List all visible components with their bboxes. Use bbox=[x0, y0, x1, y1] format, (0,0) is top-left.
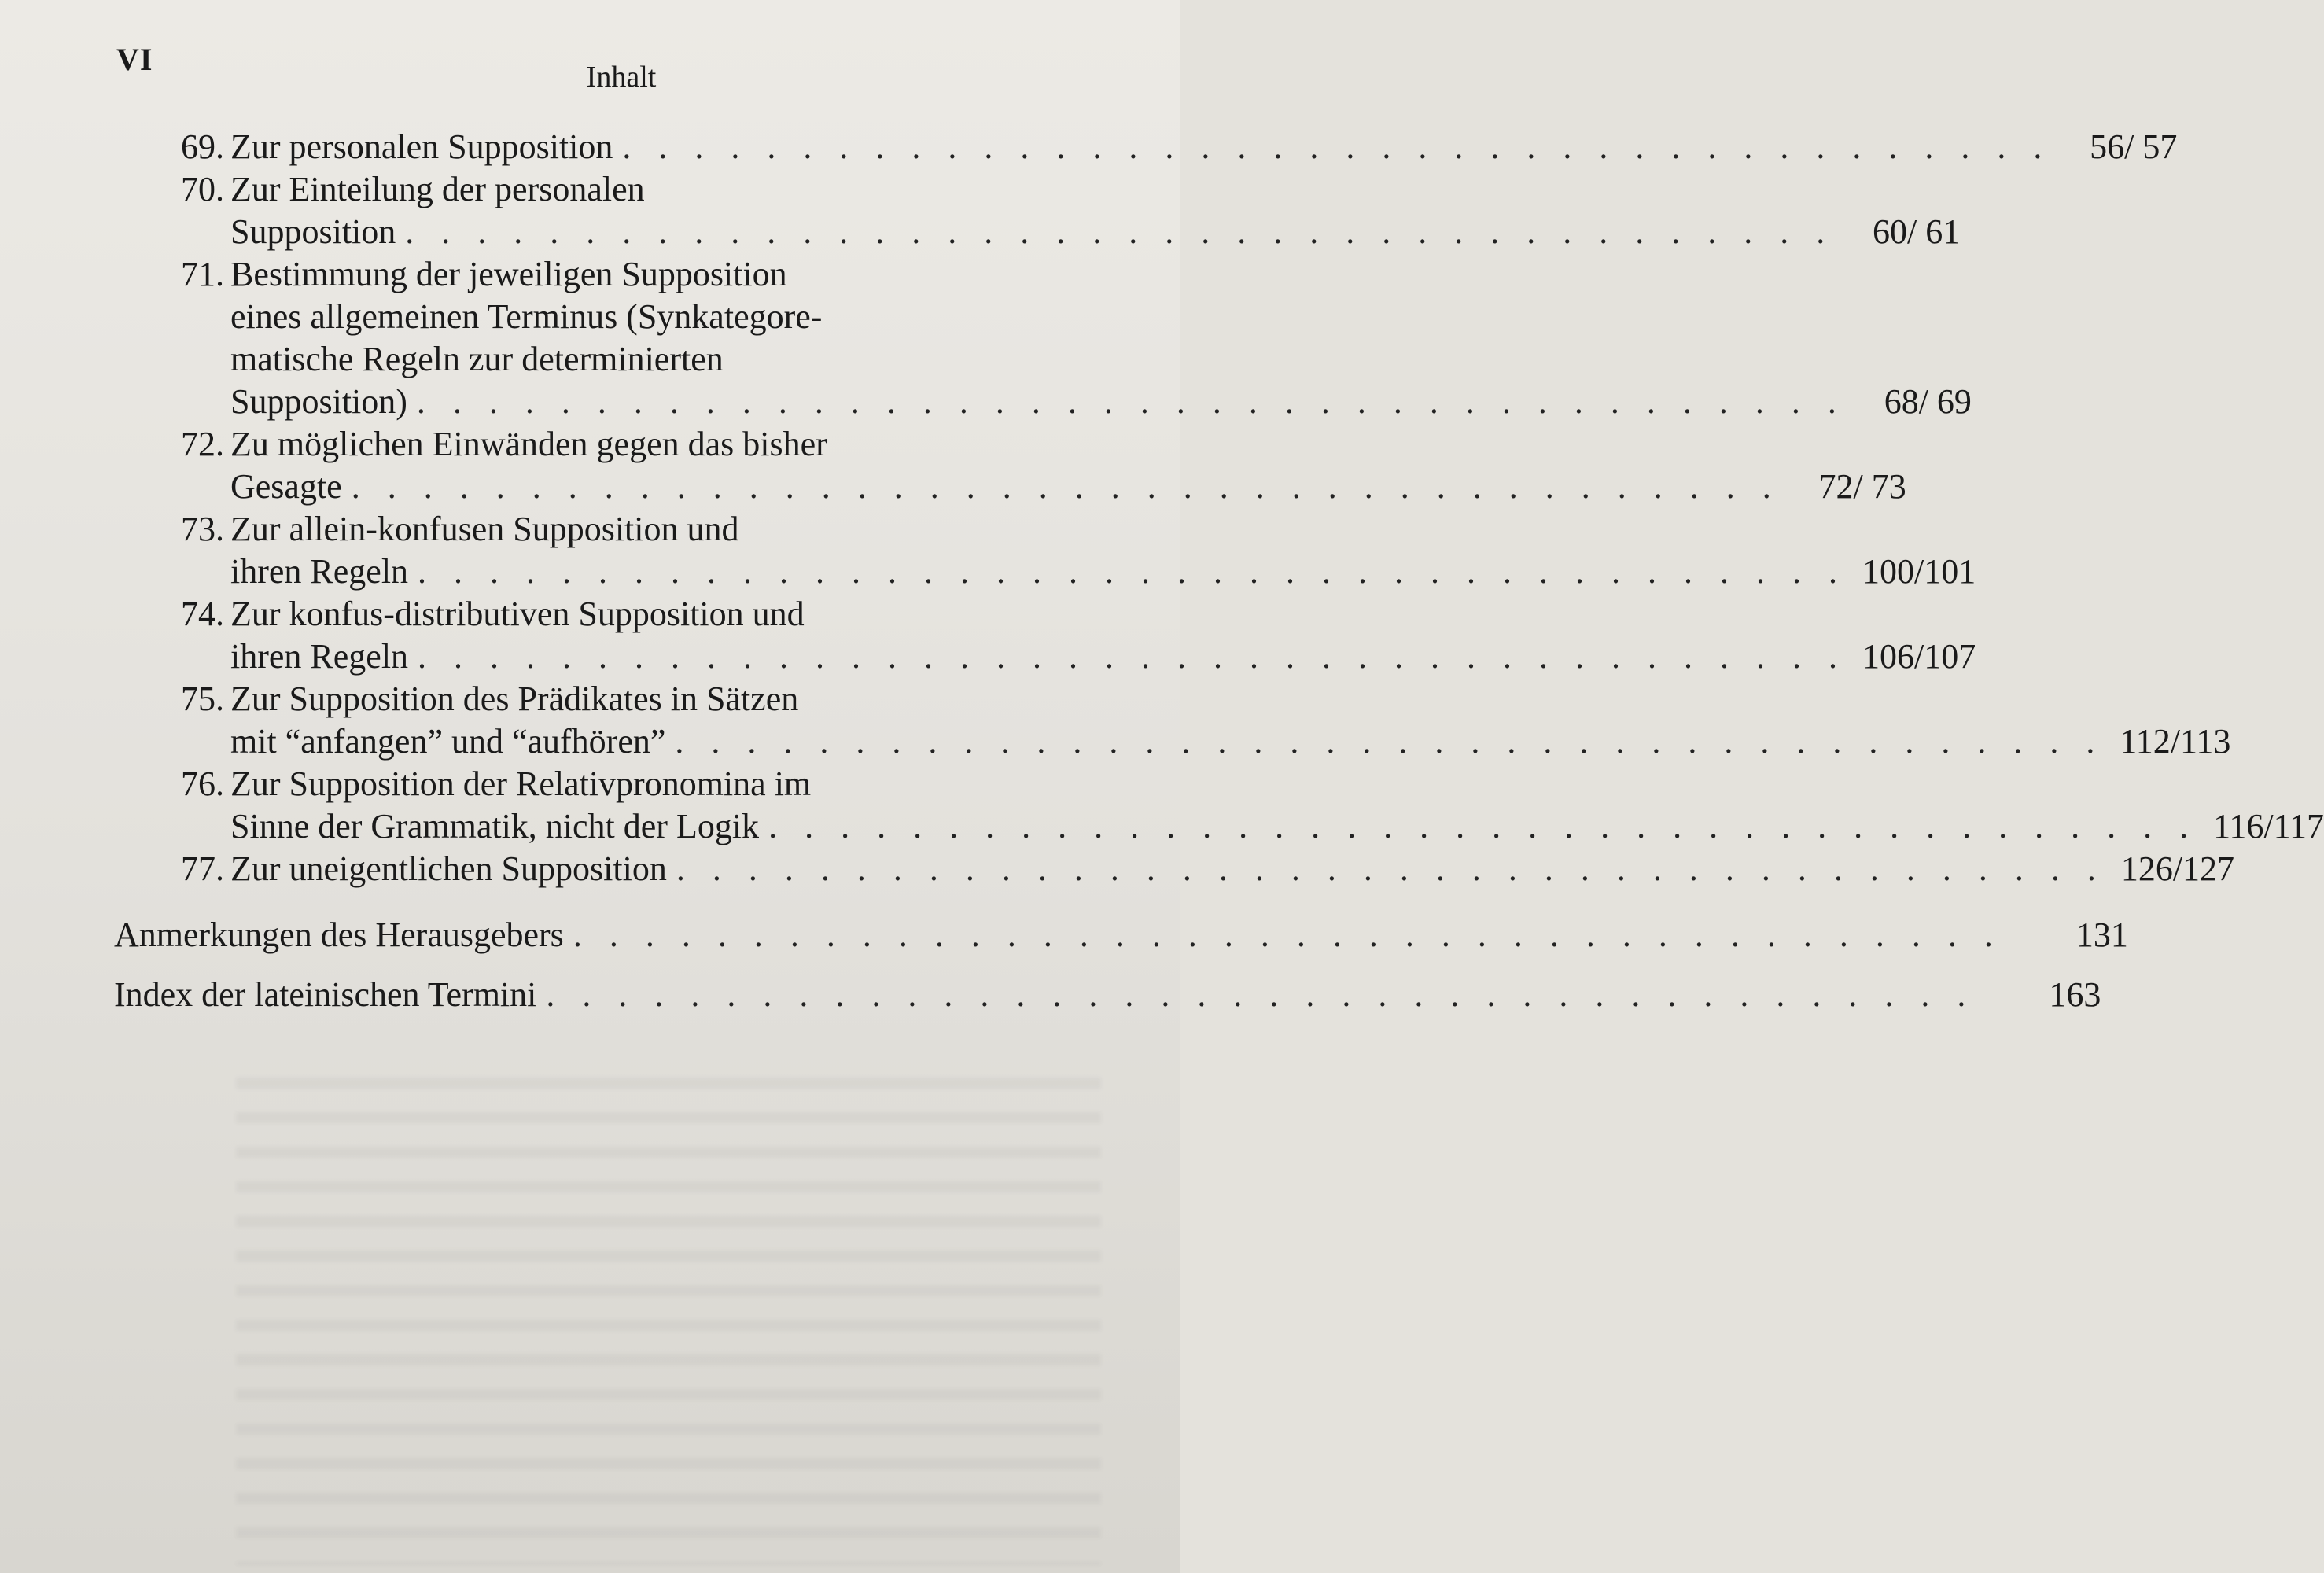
dot-leader: . . . . . . . . . . . . . . . . . . . . . . . . . . . . . . . . . . . . . . . . bbox=[622, 127, 2052, 166]
back-matter-entry bbox=[114, 914, 2128, 956]
entry-last-line bbox=[230, 848, 2235, 890]
dot-leader: . . . . . . . . . . . . . . . . . . . . . . . . . . . . . . . . . . . . . . . . bbox=[405, 212, 1835, 251]
toc-entry bbox=[114, 508, 1976, 593]
back-matter bbox=[114, 914, 2128, 1016]
entry-title-line: Zur Einteilung der personalen bbox=[230, 170, 645, 208]
toc-entry bbox=[114, 253, 1972, 423]
entry-number: 75. bbox=[181, 680, 224, 718]
entry-last-line bbox=[230, 466, 1906, 508]
toc-entry bbox=[114, 763, 2324, 848]
entry-title-line: Sinne der Grammatik, nicht der Logik bbox=[230, 807, 760, 845]
entry-last-line bbox=[230, 211, 1960, 253]
entry-page-range: 126/127 bbox=[2120, 849, 2235, 888]
entry-last-line bbox=[230, 720, 2231, 763]
entry-title-line: Gesagte bbox=[230, 467, 342, 506]
entry-title-line: Zur Supposition des Prädikates in Sätzen bbox=[230, 680, 799, 718]
toc-entry bbox=[114, 423, 1906, 508]
entry-title-line: Zur allein-konfusen Supposition und bbox=[230, 510, 739, 548]
entry-page-range: 112/113 bbox=[2120, 722, 2231, 761]
page-number: VI bbox=[116, 42, 153, 77]
dot-leader: . . . . . . . . . . . . . . . . . . . . . . . . . . . . . . . . . . . . . . . . bbox=[418, 637, 1847, 676]
entry-title-line: Zur Supposition der Relativpronomina im bbox=[230, 764, 812, 803]
entry-title-line: Supposition) bbox=[230, 382, 407, 421]
bleed-through bbox=[236, 1078, 1101, 1565]
entry-page-range: 100/101 bbox=[1862, 552, 1976, 591]
entry-last-line bbox=[230, 635, 1976, 678]
entry-last-line bbox=[230, 381, 1972, 423]
dot-leader: . . . . . . . . . . . . . . . . . . . . . . . . . . . . . . . . . . . . . . . . bbox=[768, 807, 2198, 845]
entry-number: 74. bbox=[181, 595, 224, 633]
entry-last-line bbox=[230, 805, 2324, 848]
entry-page-range: 68/ 69 bbox=[1884, 382, 1972, 421]
toc-entry bbox=[114, 593, 1976, 678]
entry-last-line bbox=[230, 126, 2178, 168]
entry-body bbox=[230, 253, 1972, 423]
entry-number: 72. bbox=[181, 425, 224, 463]
entry-page-range: 106/107 bbox=[1862, 637, 1976, 676]
entry-title-line: ihren Regeln bbox=[230, 552, 409, 591]
entry-title-line: ihren Regeln bbox=[230, 637, 409, 676]
entry-body bbox=[230, 423, 1906, 508]
entry-body bbox=[230, 848, 2235, 890]
entry-number: 70. bbox=[181, 170, 224, 208]
entry-body bbox=[230, 763, 2324, 848]
entry-last-line bbox=[114, 974, 2101, 1016]
toc-entry bbox=[114, 678, 2231, 763]
entry-title-line: Zur personalen Supposition bbox=[230, 127, 613, 166]
entry-body bbox=[230, 508, 1976, 593]
entry-last-line bbox=[114, 914, 2128, 956]
entry-title-line: Zur konfus-distributiven Supposition und bbox=[230, 595, 805, 633]
entry-body bbox=[230, 593, 1976, 678]
back-matter-title: Anmerkungen des Herausgebers bbox=[114, 915, 564, 954]
entry-page-range: 60/ 61 bbox=[1873, 212, 1961, 251]
dot-leader: . . . . . . . . . . . . . . . . . . . . . . . . . . . . . . . . . . . . . . . . bbox=[573, 915, 2002, 954]
back-matter-page: 131 bbox=[2075, 915, 2128, 954]
back-matter-page: 163 bbox=[2049, 975, 2101, 1014]
dot-leader: . . . . . . . . . . . . . . . . . . . . . . . . . . . . . . . . . . . . . . . . bbox=[675, 722, 2105, 761]
entry-title-line: Zur uneigentlichen Supposition bbox=[230, 849, 667, 888]
dot-leader: . . . . . . . . . . . . . . . . . . . . . . . . . . . . . . . . . . . . . . . . bbox=[416, 382, 1846, 421]
entry-title-line: matische Regeln zur determinierten bbox=[230, 340, 724, 378]
entry-page-range: 116/117 bbox=[2213, 807, 2324, 845]
entry-number: 69. bbox=[181, 127, 224, 166]
entry-number: 73. bbox=[181, 510, 224, 548]
back-matter-entry bbox=[114, 974, 2101, 1016]
table-of-contents bbox=[114, 126, 2324, 1033]
dot-leader: . . . . . . . . . . . . . . . . . . . . . . . . . . . . . . . . . . . . . . . . bbox=[546, 975, 1976, 1014]
back-matter-title: Index der lateinischen Termini bbox=[114, 975, 537, 1014]
entry-last-line bbox=[230, 551, 1976, 593]
toc-entry bbox=[114, 848, 2235, 890]
toc-entries bbox=[114, 126, 2324, 890]
entry-title-line: Supposition bbox=[230, 212, 396, 251]
entry-title-line: Zu möglichen Einwänden gegen das bisher bbox=[230, 425, 827, 463]
entry-title-line: eines allgemeinen Terminus (Synkategore- bbox=[230, 297, 823, 336]
entry-number: 77. bbox=[181, 849, 224, 888]
dot-leader: . . . . . . . . . . . . . . . . . . . . . . . . . . . . . . . . . . . . . . . . bbox=[418, 552, 1847, 591]
dot-leader: . . . . . . . . . . . . . . . . . . . . . . . . . . . . . . . . . . . . . . . . bbox=[351, 467, 1781, 506]
entry-body bbox=[230, 126, 2178, 168]
running-head: Inhalt bbox=[586, 61, 657, 94]
entry-page-range: 56/ 57 bbox=[2090, 127, 2178, 166]
entry-title-line: Bestimmung der jeweiligen Supposition bbox=[230, 255, 787, 293]
entry-page-range: 72/ 73 bbox=[1818, 467, 1906, 506]
entry-number: 71. bbox=[181, 255, 224, 293]
entry-number: 76. bbox=[181, 764, 224, 803]
toc-entry bbox=[114, 168, 1961, 253]
entry-body bbox=[230, 678, 2231, 763]
entry-body bbox=[230, 168, 1960, 253]
entry-title-line: mit “anfangen” und “aufhören” bbox=[230, 722, 666, 761]
toc-entry bbox=[114, 126, 2178, 168]
dot-leader: . . . . . . . . . . . . . . . . . . . . . . . . . . . . . . . . . . . . . . . . bbox=[676, 849, 2105, 888]
